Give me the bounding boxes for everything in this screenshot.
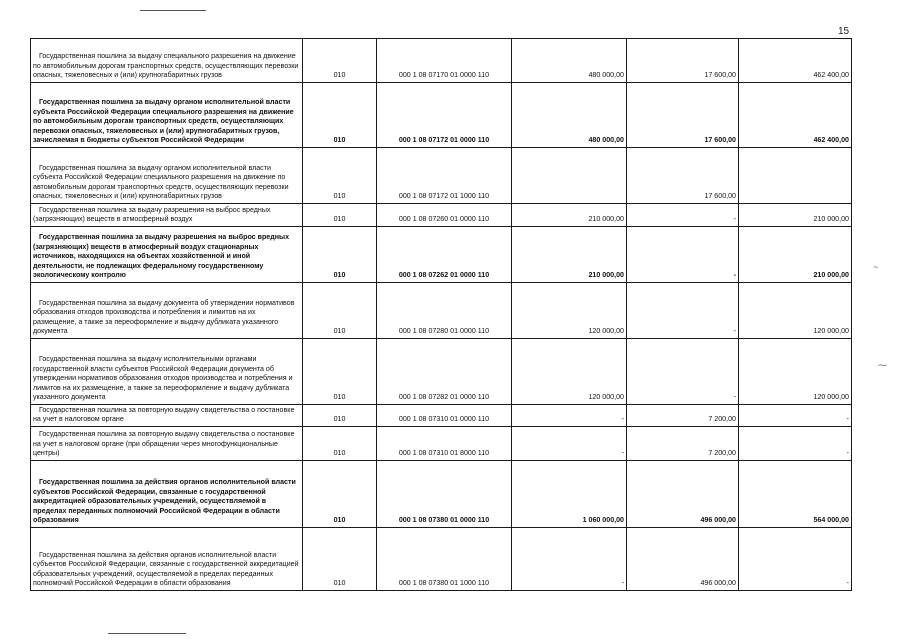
row-kbk: 000 1 08 07310 01 0000 110 (377, 405, 512, 427)
row-code: 010 (303, 39, 377, 83)
row-executed: - (627, 204, 739, 227)
row-executed: - (627, 339, 739, 405)
row-code: 010 (303, 427, 377, 461)
top-rule (140, 10, 206, 11)
row-executed: 496 000,00 (627, 528, 739, 591)
row-name: Государственная пошлина за повторную выдачу свидетельства о постановке на учет в налоговом органе (31, 405, 303, 427)
row-plan: - (512, 528, 627, 591)
row-plan: 210 000,00 (512, 204, 627, 227)
row-code: 010 (303, 83, 377, 148)
row-executed: 7 200,00 (627, 427, 739, 461)
row-plan: 120 000,00 (512, 339, 627, 405)
row-name: Государственная пошлина за выдачу документа об утверждении нормативов образования отходов производства и потребления и лимитов на их размещение, а также за переоформление и выдачу дубликата указанного документа (31, 283, 303, 339)
row-code: 010 (303, 227, 377, 283)
row-kbk: 000 1 08 07310 01 8000 110 (377, 427, 512, 461)
row-executed: 7 200,00 (627, 405, 739, 427)
row-name: Государственная пошлина за выдачу разрешения на выброс вредных (загрязняющих) веществ в атмосферный воздух (31, 204, 303, 227)
row-code: 010 (303, 204, 377, 227)
row-name: Государственная пошлина за действия органов исполнительной власти субъектов Российской Федерации, связанные с государственной аккредитацией образовательных учреждений, осуществляемой в пределах переданных полномочий Российской Федерации в области образования (31, 528, 303, 591)
row-kbk: 000 1 08 07380 01 0000 110 (377, 461, 512, 528)
row-kbk: 000 1 08 07172 01 0000 110 (377, 83, 512, 148)
row-plan: 480 000,00 (512, 83, 627, 148)
row-plan: 480 000,00 (512, 39, 627, 83)
row-name: Государственная пошлина за выдачу разрешения на выброс вредных (загрязняющих) веществ в атмосферный воздух стационарных источников, находящихся на объектах хозяйственной и иной деятельности, не подлежащих федеральному государственному экологическому контролю (31, 227, 303, 283)
scan-mark: ~ (873, 262, 879, 272)
table-row (31, 339, 852, 405)
row-plan: - (512, 405, 627, 427)
row-kbk: 000 1 08 07380 01 1000 110 (377, 528, 512, 591)
row-plan (512, 148, 627, 204)
row-name: Государственная пошлина за выдачу специального разрешения на движение по автомобильным дорогам транспортных средств, осуществляющих перевозки опасных, тяжеловесных и (или) крупногабаритных грузов (31, 39, 303, 83)
row-unexecuted: - (739, 405, 852, 427)
table-row (31, 461, 852, 528)
row-code: 010 (303, 339, 377, 405)
row-name: Государственная пошлина за повторную выдачу свидетельства о постановке на учет в налоговом органе (при обращении через многофункциональные центры) (31, 427, 303, 461)
row-unexecuted: 462 400,00 (739, 39, 852, 83)
row-kbk: 000 1 08 07280 01 0000 110 (377, 283, 512, 339)
table-row (31, 227, 852, 283)
row-executed: 496 000,00 (627, 461, 739, 528)
row-executed: 17 600,00 (627, 39, 739, 83)
row-name: Государственная пошлина за выдачу органом исполнительной власти субъекта Российской Федерации специального разрешения на движение по автомобильным дорогам транспортных средств, осуществляющих перевозки опасных, тяжеловесных и (или) крупногабаритных грузов (31, 148, 303, 204)
row-unexecuted: 120 000,00 (739, 339, 852, 405)
row-name: Государственная пошлина за выдачу исполнительными органами государственной власти субъектов Российской Федерации документа об утверждении нормативов образования отходов производства и потребления и лимитов на их размещение, а также за переоформление и выдачу дубликата указанного документа (31, 339, 303, 405)
row-code: 010 (303, 461, 377, 528)
row-name: Государственная пошлина за выдачу органом исполнительной власти субъекта Российской Федерации специального разрешения на движение по автомобильным дорогам транспортных средств, осуществляющих перевозки опасных, тяжеловесных и (или) крупногабаритных грузов, зачисляемая в бюджеты субъектов Российской Федерации (31, 83, 303, 148)
row-plan: 120 000,00 (512, 283, 627, 339)
row-executed: - (627, 283, 739, 339)
scan-mark: ⁓ (878, 360, 887, 370)
row-kbk: 000 1 08 07260 01 0000 110 (377, 204, 512, 227)
row-executed: - (627, 227, 739, 283)
row-executed: 17 600,00 (627, 148, 739, 204)
row-code: 010 (303, 528, 377, 591)
row-code: 010 (303, 148, 377, 204)
row-executed: 17 600,00 (627, 83, 739, 148)
bottom-rule (108, 633, 186, 634)
row-unexecuted (739, 148, 852, 204)
row-unexecuted: 564 000,00 (739, 461, 852, 528)
table-row (31, 528, 852, 591)
row-code: 010 (303, 405, 377, 427)
table-row (31, 405, 852, 427)
row-code: 010 (303, 283, 377, 339)
row-plan: 210 000,00 (512, 227, 627, 283)
row-unexecuted: - (739, 427, 852, 461)
table-row (31, 83, 852, 148)
row-unexecuted: - (739, 528, 852, 591)
table-row (31, 427, 852, 461)
row-unexecuted: 210 000,00 (739, 204, 852, 227)
row-kbk: 000 1 08 07170 01 0000 110 (377, 39, 512, 83)
row-kbk: 000 1 08 07172 01 1000 110 (377, 148, 512, 204)
report-table (30, 38, 852, 591)
row-name: Государственная пошлина за действия органов исполнительной власти субъектов Российской Федерации, связанные с государственной аккредитацией образовательных учреждений, осуществляемой в пределах переданных полномочий Российской Федерации в области образования (31, 461, 303, 528)
row-plan: 1 060 000,00 (512, 461, 627, 528)
row-unexecuted: 120 000,00 (739, 283, 852, 339)
table-row (31, 283, 852, 339)
page-number: 15 (838, 26, 850, 37)
table-row (31, 204, 852, 227)
row-kbk: 000 1 08 07262 01 0000 110 (377, 227, 512, 283)
table-row (31, 148, 852, 204)
table-row (31, 39, 852, 83)
row-unexecuted: 210 000,00 (739, 227, 852, 283)
row-unexecuted: 462 400,00 (739, 83, 852, 148)
row-plan: - (512, 427, 627, 461)
row-kbk: 000 1 08 07282 01 0000 110 (377, 339, 512, 405)
